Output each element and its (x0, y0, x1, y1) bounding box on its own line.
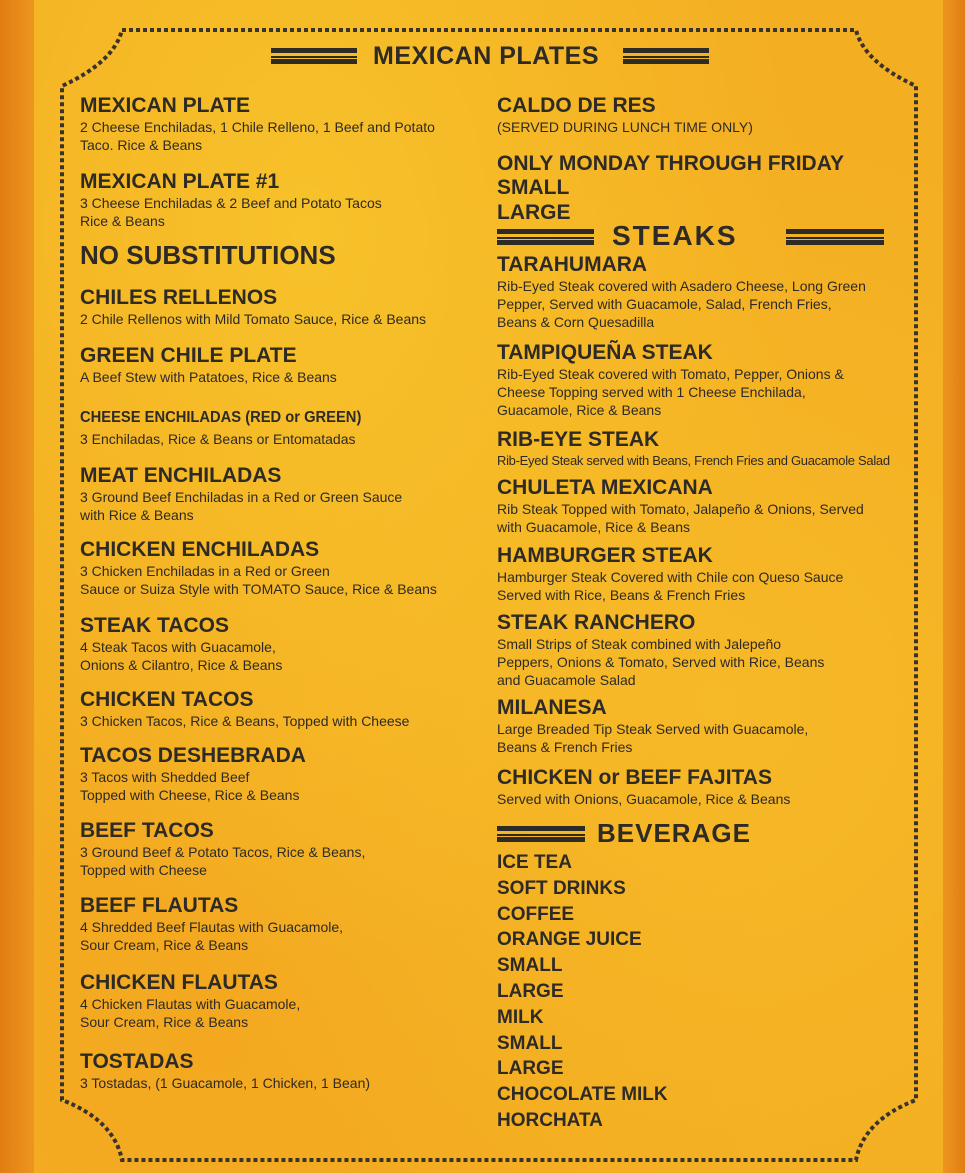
item-desc: 4 Chicken Flautas with Guacamole, Sour Cream, Rice & Beans (80, 996, 301, 1030)
steaks-bar-right (786, 229, 884, 245)
item-desc: Served with Onions, Guacamole, Rice & Beans (497, 791, 791, 807)
item-note: (SERVED DURING LUNCH TIME ONLY) (497, 119, 753, 135)
item-name: BEEF FLAUTAS (80, 894, 239, 917)
item-name: CHICKEN FLAUTAS (80, 971, 278, 994)
item-desc: 3 Tostadas, (1 Guacamole, 1 Chicken, 1 Bean) (80, 1075, 371, 1091)
item-name: HAMBURGER STEAK (497, 544, 713, 567)
item-desc: 3 Ground Beef & Potato Tacos, Rice & Beans, Topped with Cheese (80, 844, 366, 878)
menu-item (497, 544, 843, 604)
menu-item (497, 611, 824, 689)
item-desc: Rib Steak Topped with Tomato, Jalapeño & Onions, Served with Guacamole, Rice & Beans (497, 501, 864, 535)
item-desc: 3 Enchiladas, Rice & Beans or Entomatadas (80, 431, 356, 447)
beverage-item: SOFT DRINKS (497, 877, 626, 899)
beverage-item: ICE TEA (497, 852, 572, 873)
title-bar-left (271, 48, 357, 64)
menu-item (497, 766, 790, 808)
item-name: RIB-EYE STEAK (497, 428, 660, 451)
item-desc: 3 Ground Beef Enchiladas in a Red or Green Sauce with Rice & Beans (80, 489, 403, 523)
menu-item (497, 428, 890, 470)
item-desc: 3 Chicken Tacos, Rice & Beans, Topped with Cheese (80, 713, 410, 729)
item-name: MEXICAN PLATE #1 (80, 170, 280, 193)
menu-item (497, 696, 808, 756)
item-name: TACOS DESHEBRADA (80, 744, 306, 767)
item-desc: 4 Shredded Beef Flautas with Guacamole, Sour Cream, Rice & Beans (80, 919, 344, 953)
item-desc: A Beef Stew with Patatoes, Rice & Beans (80, 369, 337, 385)
right-page-edge (943, 0, 965, 1173)
beverage-item: HORCHATA (497, 1109, 603, 1131)
beverage-size: LARGE (497, 1058, 564, 1080)
item-name: TARAHUMARA (497, 253, 648, 276)
left-page-edge (0, 0, 34, 1173)
menu-sheet (34, 0, 943, 1173)
item-name: STEAK TACOS (80, 614, 229, 637)
section-title-mexican-plates: MEXICAN PLATES (373, 42, 599, 70)
item-name: CHILES RELLENOS (80, 286, 278, 309)
menu-item (80, 404, 386, 448)
item-desc: 2 Chile Rellenos with Mild Tomato Sauce, Rice & Beans (80, 311, 427, 327)
section-title-steaks: STEAKS (612, 220, 738, 251)
item-name: CHICKEN TACOS (80, 688, 254, 711)
menu-item (80, 286, 426, 328)
item-name: GREEN CHILE PLATE (80, 344, 297, 367)
menu-item (497, 341, 844, 419)
item-name: STEAK RANCHERO (497, 611, 696, 634)
menu-item (80, 894, 343, 954)
item-desc: 4 Steak Tacos with Guacamole, Onions & Cilantro, Rice & Beans (80, 639, 283, 673)
menu-item (497, 253, 889, 331)
item-name: TOSTADAS (80, 1050, 194, 1073)
menu-item (80, 538, 437, 598)
no-substitutions-notice: NO SUBSTITUTIONS (80, 240, 336, 270)
menu-item (80, 344, 337, 386)
item-desc: Large Breaded Tip Steak Served with Guacamole, Beans & French Fries (497, 721, 809, 755)
beverage-list (497, 850, 797, 1134)
item-name: MEAT ENCHILADAS (80, 464, 282, 487)
item-desc: 3 Tacos with Shedded Beef Topped with Cheese, Rice & Beans (80, 769, 300, 803)
item-desc: 3 Cheese Enchiladas & 2 Beef and Potato Tacos Rice & Beans (80, 195, 382, 229)
title-bar-right (623, 48, 709, 64)
notice (80, 240, 336, 270)
item-name: MEXICAN PLATE (80, 94, 250, 117)
item-desc: Hamburger Steak Covered with Chile con Queso Sauce Served with Rice, Beans & French Fries (497, 569, 844, 603)
menu-item (80, 688, 409, 730)
size-small: SMALL (497, 176, 570, 199)
item-desc: 2 Cheese Enchiladas, 1 Chile Relleno, 1 Beef and Potato Taco. Rice & Beans (80, 119, 435, 153)
menu-item (80, 614, 282, 674)
beverage-item: MILK (497, 1006, 544, 1028)
beverage-item: ORANGE JUICE (497, 929, 642, 951)
size-large: LARGE (497, 201, 571, 224)
beverage-bar-left (497, 826, 585, 842)
beverage-size: LARGE (497, 980, 564, 1002)
menu-item (80, 464, 402, 524)
item-name: CALDO DE RES (497, 94, 656, 117)
menu-item (80, 1050, 370, 1092)
beverage-size: SMALL (497, 1032, 563, 1054)
item-desc: 3 Chicken Enchiladas in a Red or Green Sauce or Suiza Style with TOMATO Sauce, Rice & Beans (80, 563, 437, 597)
menu-item (80, 170, 382, 230)
item-name: CHICKEN ENCHILADAS (80, 538, 320, 561)
menu-item (80, 819, 365, 879)
item-name: TAMPIQUEÑA STEAK (497, 341, 713, 364)
item-desc: Rib-Eyed Steak covered with Asadero Cheese, Long Green Pepper, Served with Guacamole, Salad, French Fries, Beans & Corn Quesadilla (497, 278, 866, 330)
item-desc: Rib-Eyed Steak covered with Tomato, Pepper, Onions & Cheese Topping served with 1 Cheese Enchilada, Guacamole, Rice & Beans (497, 366, 844, 418)
menu-item (80, 971, 300, 1031)
item-name: CHEESE ENCHILADAS (RED or GREEN) (80, 409, 362, 426)
section-title-beverage: BEVERAGE (597, 818, 751, 848)
item-desc: Small Strips of Steak combined with Jalepeño Peppers, Onions & Tomato, Served with Rice, Beans and Guacamole Salad (497, 636, 825, 688)
steaks-bar-left (497, 229, 594, 245)
beverage-item: CHOCOLATE MILK (497, 1084, 668, 1106)
menu-item (80, 744, 306, 804)
menu-item (80, 94, 460, 154)
caldo-schedule (497, 152, 844, 225)
menu-item (497, 476, 885, 536)
item-desc: Rib-Eyed Steak served with Beans, French Fries and Guacamole Salad (497, 453, 890, 468)
item-name: CHICKEN or BEEF FAJITAS (497, 766, 772, 789)
caldo-de-res-item (497, 94, 753, 136)
item-name: BEEF TACOS (80, 819, 214, 842)
item-name: CHULETA MEXICANA (497, 476, 713, 499)
schedule-line: ONLY MONDAY THROUGH FRIDAY (497, 152, 844, 175)
item-name: MILANESA (497, 696, 607, 719)
beverage-size: SMALL (497, 955, 563, 977)
beverage-item: COFFEE (497, 903, 575, 925)
